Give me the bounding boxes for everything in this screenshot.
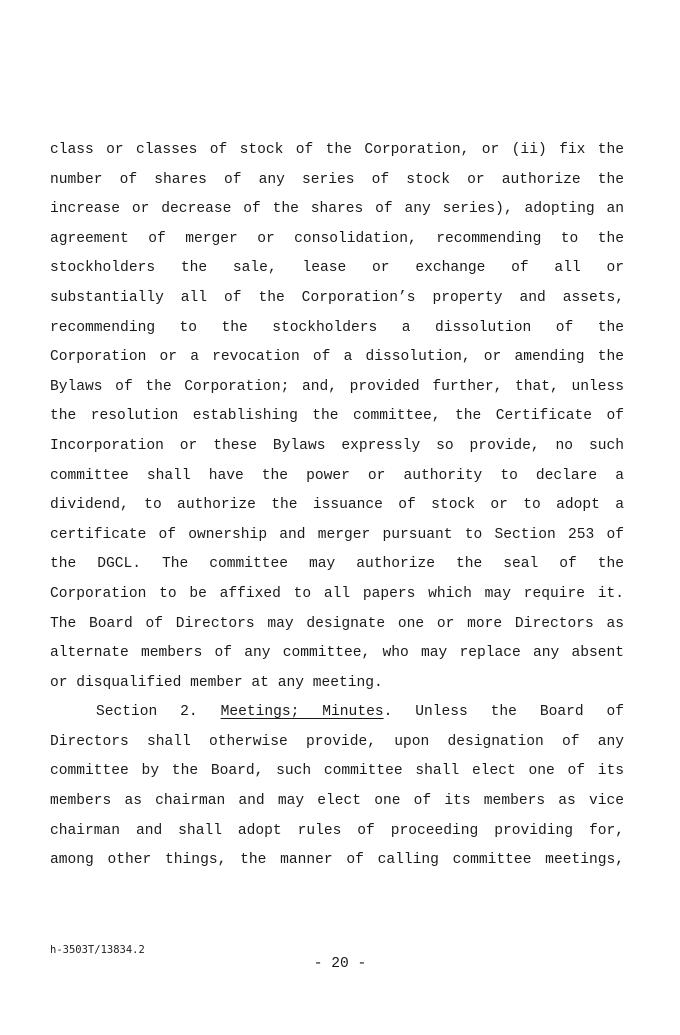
section-2-first-line [50, 698, 624, 728]
text-line: Corporation to be affixed to all papers which may require it. [50, 585, 624, 602]
text-line: committee shall have the power or authority to declare a [50, 467, 624, 484]
section-2-heading-punct: . [383, 704, 393, 721]
text-line: increase or decrease of the shares of any series), adopting an [50, 201, 624, 218]
text-line: alternate members of any committee, who may replace any absent [50, 645, 624, 662]
paragraph-section-2 [50, 728, 624, 876]
text-line: stockholders the sale, lease or exchange of all or [50, 260, 624, 277]
text-line: committee by the Board, such committee shall elect one of its [50, 763, 624, 780]
text-line: number of shares of any series of stock or authorize the [50, 171, 624, 188]
document-id: h-3503T/13834.2 [50, 944, 145, 956]
text-line: the resolution establishing the committee, the Certificate of [50, 408, 624, 425]
text-line: The Board of Directors may designate one or more Directors as [50, 615, 624, 632]
section-2-heading: Meetings; Minutes [220, 704, 384, 721]
text-line: Incorporation or these Bylaws expressly so provide, no such [50, 437, 624, 454]
body-text [50, 136, 624, 876]
text-line: Bylaws of the Corporation; and, provided further, that, unless [50, 378, 624, 395]
text-line: Directors shall otherwise provide, upon designation of any [50, 733, 624, 750]
text-line: certificate of ownership and merger pursuant to Section 253 of [50, 526, 624, 543]
page-number: - 20 - [313, 956, 367, 972]
section-2-first-line-rest: Unless the Board of [415, 704, 624, 721]
text-line: recommending to the stockholders a dissolution of the [50, 319, 624, 336]
text-line: Corporation or a revocation of a dissolution, or amending the [50, 349, 624, 366]
text-line: or disqualified member at any meeting. [50, 674, 383, 691]
text-line: class or classes of stock of the Corporation, or (ii) fix the [50, 142, 624, 158]
text-line: the DGCL. The committee may authorize the seal of the [50, 556, 624, 573]
text-line: dividend, to authorize the issuance of stock or to adopt a [50, 497, 624, 514]
text-line: agreement of merger or consolidation, recommending to the [50, 230, 624, 247]
text-line: among other things, the manner of calling committee meetings, [50, 852, 624, 869]
text-line: substantially all of the Corporation’s property and assets, [50, 289, 624, 306]
text-line: chairman and shall adopt rules of proceeding providing for, [50, 822, 624, 839]
text-line: members as chairman and may elect one of its members as vice [50, 793, 624, 810]
paragraph-committee-powers [50, 136, 624, 698]
section-2-label: Section 2. [96, 704, 198, 721]
